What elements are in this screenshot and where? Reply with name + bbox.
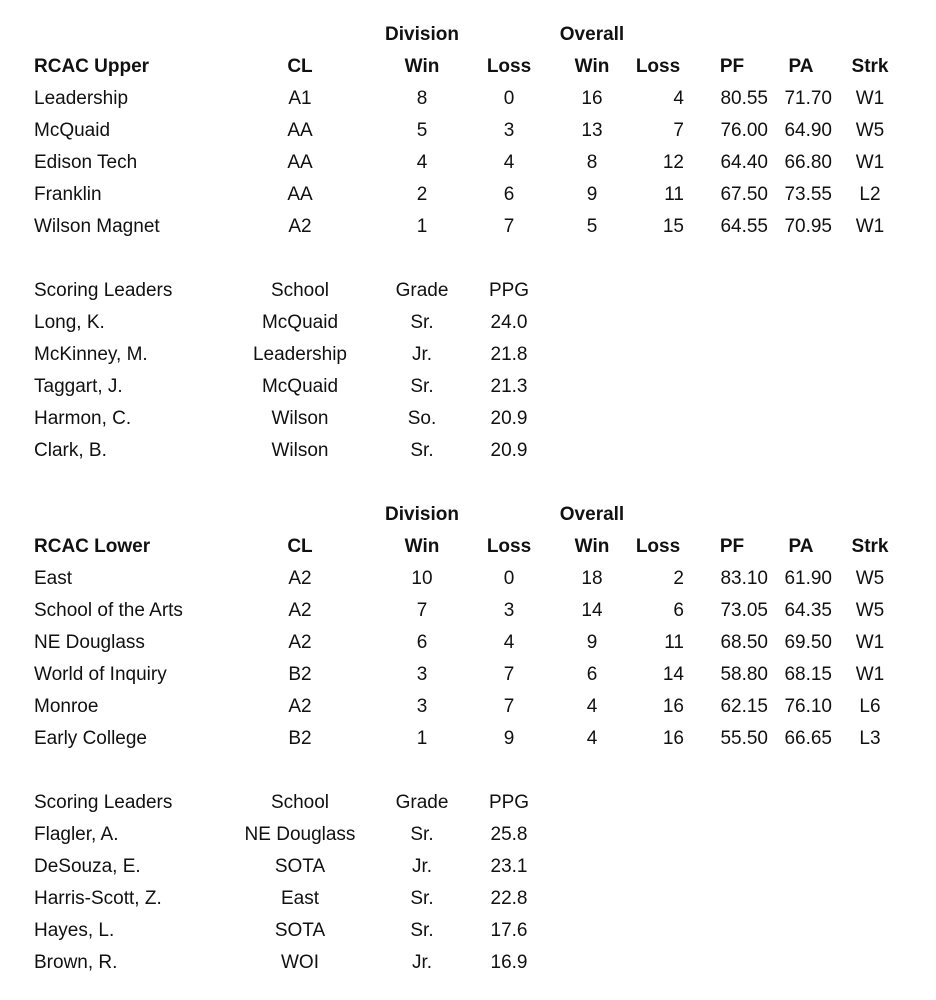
- division-wins: 5: [416, 120, 428, 141]
- streak: W1: [855, 664, 885, 685]
- division-losses: 3: [503, 120, 515, 141]
- streak: W1: [855, 152, 885, 173]
- team-class: A2: [288, 568, 312, 589]
- player-grade: Sr.: [410, 440, 434, 461]
- lower-overall-group-header: Overall: [559, 504, 625, 525]
- lower-school-header: School: [270, 792, 330, 813]
- points-for: 64.40: [720, 152, 768, 173]
- streak: W1: [855, 632, 885, 653]
- team-class: A2: [288, 600, 312, 621]
- streak: L3: [859, 728, 881, 749]
- player-grade: Sr.: [410, 312, 434, 333]
- player-name: DeSouza, E.: [34, 856, 141, 877]
- upper-ov-win-header: Win: [574, 56, 610, 77]
- lower-column-header-row: [0, 531, 936, 563]
- overall-wins: 5: [586, 216, 598, 237]
- upper-div-win-header: Win: [404, 56, 440, 77]
- points-against: 70.95: [784, 216, 832, 237]
- team-name: Wilson Magnet: [34, 216, 160, 237]
- player-school: WOI: [281, 952, 319, 973]
- list-item: [0, 883, 936, 915]
- list-item: [0, 371, 936, 403]
- overall-losses: 7: [673, 120, 684, 141]
- lower-strk-header: Strk: [851, 536, 889, 557]
- upper-strk-header: Strk: [851, 56, 889, 77]
- team-class: A1: [288, 88, 312, 109]
- player-grade: Sr.: [410, 376, 434, 397]
- team-class: A2: [288, 632, 312, 653]
- lower-division-title: RCAC Lower: [34, 536, 151, 557]
- overall-losses: 16: [662, 696, 684, 717]
- player-name: Harmon, C.: [34, 408, 132, 429]
- table-row: [0, 691, 936, 723]
- division-losses: 7: [503, 216, 515, 237]
- streak: W5: [855, 120, 885, 141]
- player-grade: So.: [407, 408, 437, 429]
- player-name: Long, K.: [34, 312, 105, 333]
- list-item: [0, 915, 936, 947]
- player-school: Wilson: [271, 408, 329, 429]
- player-name: Hayes, L.: [34, 920, 115, 941]
- points-for: 62.15: [720, 696, 768, 717]
- overall-losses: 11: [664, 184, 684, 205]
- player-name: Brown, R.: [34, 952, 118, 973]
- division-losses: 0: [503, 88, 515, 109]
- upper-school-header: School: [270, 280, 330, 301]
- streak: W1: [855, 216, 885, 237]
- player-ppg: 25.8: [490, 824, 528, 845]
- division-losses: 6: [503, 184, 515, 205]
- player-ppg: 23.1: [490, 856, 528, 877]
- player-name: Flagler, A.: [34, 824, 119, 845]
- team-name: NE Douglass: [34, 632, 145, 653]
- division-wins: 1: [416, 728, 428, 749]
- points-for: 64.55: [720, 216, 768, 237]
- division-losses: 7: [503, 664, 515, 685]
- list-item: [0, 435, 936, 467]
- team-class: A2: [288, 696, 312, 717]
- overall-wins: 16: [581, 88, 603, 109]
- points-against: 66.65: [784, 728, 832, 749]
- upper-division-group-header: Division: [385, 24, 459, 45]
- table-row: [0, 211, 936, 243]
- overall-wins: 4: [586, 696, 598, 717]
- overall-losses: 2: [673, 568, 684, 589]
- points-against: 64.35: [784, 600, 832, 621]
- streak: W5: [855, 600, 885, 621]
- overall-losses: 6: [673, 600, 684, 621]
- team-name: Early College: [34, 728, 147, 749]
- lower-ppg-header: PPG: [488, 792, 530, 813]
- division-wins: 1: [416, 216, 428, 237]
- player-name: McKinney, M.: [34, 344, 148, 365]
- player-school: Leadership: [252, 344, 348, 365]
- overall-wins: 13: [581, 120, 603, 141]
- list-item: [0, 851, 936, 883]
- lower-ov-win-header: Win: [574, 536, 610, 557]
- overall-losses: 14: [662, 664, 684, 685]
- streak: W5: [855, 568, 885, 589]
- team-name: Monroe: [34, 696, 99, 717]
- team-class: AA: [287, 152, 313, 173]
- upper-leaders-title: Scoring Leaders: [34, 280, 173, 301]
- player-school: McQuaid: [261, 312, 339, 333]
- points-against: 61.90: [784, 568, 832, 589]
- table-row: [0, 659, 936, 691]
- lower-grade-header: Grade: [395, 792, 449, 813]
- streak: L6: [859, 696, 881, 717]
- points-against: 64.90: [784, 120, 832, 141]
- division-wins: 4: [416, 152, 428, 173]
- upper-cl-header: CL: [287, 56, 313, 77]
- player-school: Wilson: [271, 440, 329, 461]
- lower-group-header-row: [0, 499, 936, 531]
- player-ppg: 21.3: [490, 376, 528, 397]
- upper-div-loss-header: Loss: [486, 56, 532, 77]
- player-ppg: 21.8: [490, 344, 528, 365]
- points-against: 71.70: [784, 88, 832, 109]
- player-grade: Sr.: [410, 920, 434, 941]
- list-item: [0, 339, 936, 371]
- team-name: School of the Arts: [34, 600, 183, 621]
- division-wins: 10: [411, 568, 433, 589]
- player-ppg: 20.9: [490, 440, 528, 461]
- points-against: 66.80: [784, 152, 832, 173]
- lower-pa-header: PA: [788, 536, 814, 557]
- table-row: [0, 147, 936, 179]
- upper-ov-loss-header: Loss: [635, 56, 681, 77]
- team-name: Leadership: [34, 88, 129, 109]
- team-name: McQuaid: [34, 120, 111, 141]
- overall-wins: 4: [586, 728, 598, 749]
- division-losses: 3: [503, 600, 515, 621]
- overall-losses: 16: [662, 728, 684, 749]
- upper-leaders-header-row: [0, 275, 936, 307]
- streak: W1: [855, 88, 885, 109]
- team-name: East: [34, 568, 73, 589]
- table-row: [0, 723, 936, 755]
- player-grade: Jr.: [411, 856, 433, 877]
- points-against: 68.15: [784, 664, 832, 685]
- overall-losses: 11: [664, 632, 684, 653]
- team-class: A2: [288, 216, 312, 237]
- lower-leaders-title: Scoring Leaders: [34, 792, 173, 813]
- player-ppg: 16.9: [490, 952, 528, 973]
- division-losses: 4: [503, 632, 515, 653]
- overall-wins: 9: [586, 632, 598, 653]
- lower-cl-header: CL: [287, 536, 313, 557]
- division-losses: 4: [503, 152, 515, 173]
- player-grade: Jr.: [411, 952, 433, 973]
- upper-column-header-row: [0, 51, 936, 83]
- table-row: [0, 627, 936, 659]
- player-ppg: 17.6: [490, 920, 528, 941]
- points-for: 68.50: [720, 632, 768, 653]
- upper-pf-header: PF: [719, 56, 745, 77]
- overall-wins: 14: [581, 600, 603, 621]
- points-for: 67.50: [720, 184, 768, 205]
- division-losses: 9: [503, 728, 515, 749]
- player-name: Harris-Scott, Z.: [34, 888, 162, 909]
- points-against: 73.55: [784, 184, 832, 205]
- list-item: [0, 819, 936, 851]
- points-for: 58.80: [720, 664, 768, 685]
- division-losses: 7: [503, 696, 515, 717]
- points-for: 76.00: [720, 120, 768, 141]
- division-wins: 7: [416, 600, 428, 621]
- points-against: 69.50: [784, 632, 832, 653]
- points-for: 80.55: [720, 88, 768, 109]
- upper-pa-header: PA: [788, 56, 814, 77]
- team-class: B2: [288, 664, 312, 685]
- division-wins: 6: [416, 632, 428, 653]
- player-school: McQuaid: [261, 376, 339, 397]
- list-item: [0, 403, 936, 435]
- overall-wins: 18: [581, 568, 603, 589]
- overall-wins: 9: [586, 184, 598, 205]
- lower-div-win-header: Win: [404, 536, 440, 557]
- points-for: 73.05: [720, 600, 768, 621]
- team-class: AA: [287, 120, 313, 141]
- lower-ov-loss-header: Loss: [635, 536, 681, 557]
- points-for: 83.10: [720, 568, 768, 589]
- player-ppg: 22.8: [490, 888, 528, 909]
- table-row: [0, 83, 936, 115]
- points-for: 55.50: [720, 728, 768, 749]
- team-name: Franklin: [34, 184, 102, 205]
- overall-losses: 12: [662, 152, 684, 173]
- player-grade: Sr.: [410, 824, 434, 845]
- player-school: SOTA: [274, 920, 326, 941]
- table-row: [0, 115, 936, 147]
- lower-pf-header: PF: [719, 536, 745, 557]
- overall-losses: 4: [673, 88, 684, 109]
- team-name: Edison Tech: [34, 152, 138, 173]
- list-item: [0, 307, 936, 339]
- division-wins: 3: [416, 664, 428, 685]
- team-name: World of Inquiry: [34, 664, 167, 685]
- division-wins: 3: [416, 696, 428, 717]
- player-ppg: 20.9: [490, 408, 528, 429]
- division-wins: 2: [416, 184, 428, 205]
- overall-losses: 15: [662, 216, 684, 237]
- player-school: SOTA: [274, 856, 326, 877]
- division-wins: 8: [416, 88, 428, 109]
- upper-division-title: RCAC Upper: [34, 56, 150, 77]
- player-school: NE Douglass: [244, 824, 356, 845]
- player-ppg: 24.0: [490, 312, 528, 333]
- lower-div-loss-header: Loss: [486, 536, 532, 557]
- upper-grade-header: Grade: [395, 280, 449, 301]
- upper-overall-group-header: Overall: [559, 24, 625, 45]
- table-row: [0, 179, 936, 211]
- list-item: [0, 947, 936, 979]
- streak: L2: [859, 184, 881, 205]
- player-grade: Sr.: [410, 888, 434, 909]
- player-school: East: [280, 888, 320, 909]
- team-class: AA: [287, 184, 313, 205]
- team-class: B2: [288, 728, 312, 749]
- upper-group-header-row: [0, 19, 936, 51]
- player-grade: Jr.: [411, 344, 433, 365]
- lower-leaders-header-row: [0, 787, 936, 819]
- table-row: [0, 595, 936, 627]
- points-against: 76.10: [784, 696, 832, 717]
- lower-division-group-header: Division: [385, 504, 459, 525]
- overall-wins: 6: [586, 664, 598, 685]
- upper-ppg-header: PPG: [488, 280, 530, 301]
- division-losses: 0: [503, 568, 515, 589]
- table-row: [0, 563, 936, 595]
- player-name: Clark, B.: [34, 440, 107, 461]
- player-name: Taggart, J.: [34, 376, 123, 397]
- overall-wins: 8: [586, 152, 598, 173]
